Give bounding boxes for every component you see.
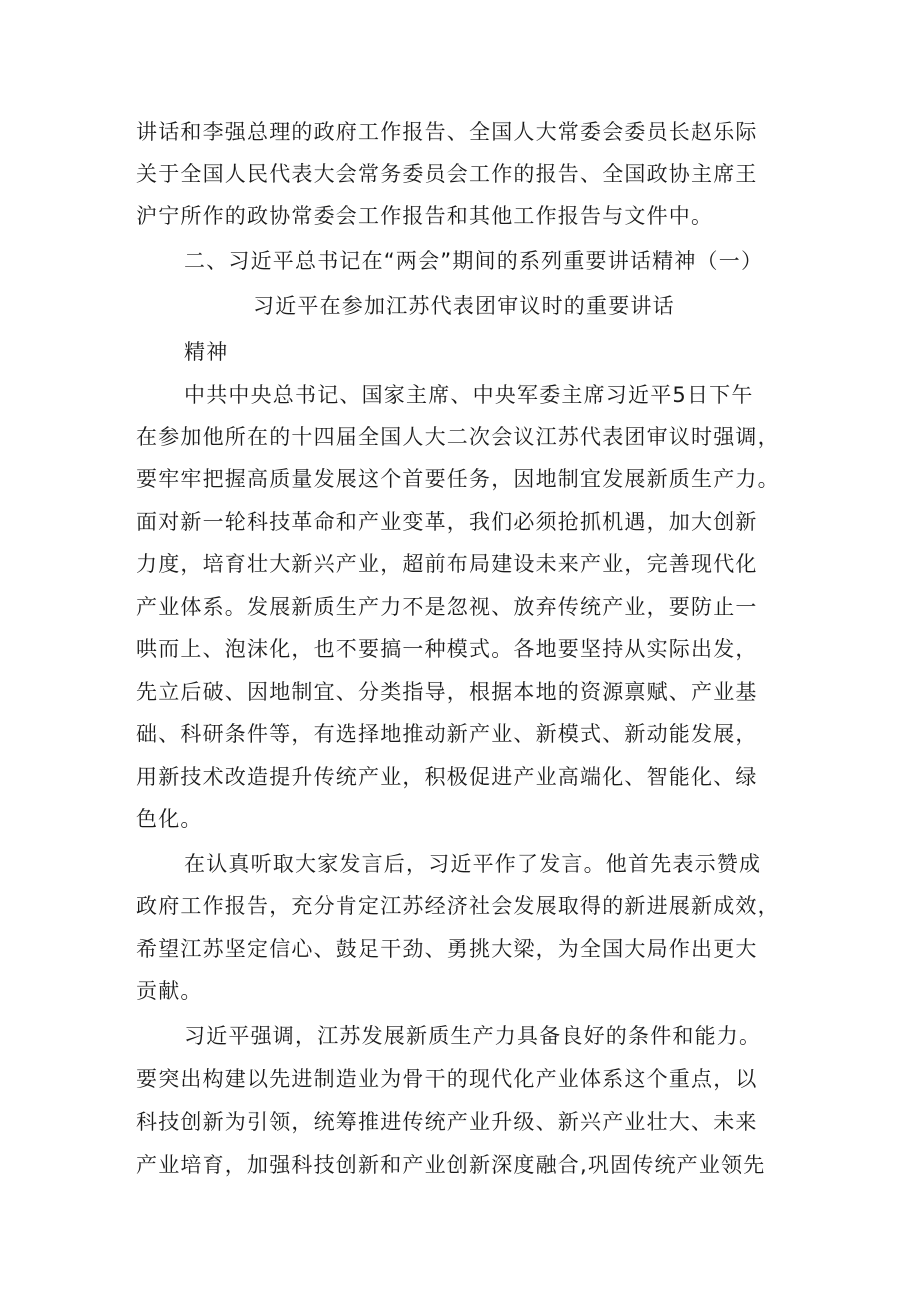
intro-line: 讲话和李强总理的政府工作报告、全国人大常委会委员长赵乐际 — [136, 120, 758, 144]
paragraph-line: 要牢牢把握高质量发展这个首要任务，因地制宜发展新质生产力。 — [136, 467, 780, 491]
paragraph-line: 色化。 — [136, 807, 203, 831]
paragraph-line: 面对新一轮科技革命和产业变革，我们必须抢抓机遇，加大创新 — [136, 510, 758, 534]
section-subheading: 习近平在参加江苏代表团审议时的重要讲话 — [253, 294, 675, 318]
paragraph-line: 在参加他所在的十四届全国人大二次会议江苏代表团审议时强调， — [136, 425, 780, 449]
paragraph-line: 力度，培育壮大新兴产业，超前布局建设未来产业，完善现代化 — [136, 552, 758, 576]
intro-line: 关于全国人民代表大会常务委员会工作的报告、全国政协主席王 — [136, 162, 758, 186]
paragraph-line: 科技创新为引领，统筹推进传统产业升级、新兴产业壮大、未来 — [136, 1110, 758, 1134]
paragraph-line: 用新技术改造提升传统产业，积极促进产业高端化、智能化、绿 — [136, 765, 758, 789]
paragraph-line: 要突出构建以先进制造业为骨干的现代化产业体系这个重点，以 — [136, 1067, 758, 1091]
paragraph-line: 础、科研条件等，有选择地推动新产业、新模式、新动能发展， — [136, 722, 758, 746]
paragraph-line: 产业体系。发展新质生产力不是忽视、放弃传统产业，要防止一 — [136, 595, 758, 619]
paragraph-line: 政府工作报告，充分肯定江苏经济社会发展取得的新进展新成效， — [136, 894, 780, 918]
paragraph-line: 希望江苏坚定信心、鼓足干劲、勇挑大梁，为全国大局作出更大 — [136, 937, 758, 961]
intro-line: 沪宁所作的政协常委会工作报告和其他工作报告与文件中。 — [136, 204, 714, 228]
section-heading: 二、习近平总书记在“两会”期间的系列重要讲话精神（一） — [184, 249, 764, 273]
paragraph-line: 哄而上、泡沫化，也不要搞一种模式。各地要坚持从实际出发， — [136, 637, 758, 661]
paragraph-line: 产业培育，加强科技创新和产业创新深度融合,巩固传统产业领先 — [136, 1153, 766, 1177]
paragraph-line: 在认真听取大家发言后，习近平作了发言。他首先表示赞成 — [184, 852, 762, 876]
paragraph-line: 中共中央总书记、国家主席、中央军委主席习近平5日下午 — [184, 383, 754, 407]
paragraph-line: 习近平强调，江苏发展新质生产力具备良好的条件和能力。 — [184, 1024, 762, 1048]
section-subheading-cont: 精神 — [184, 340, 229, 364]
paragraph-line: 先立后破、因地制宜、分类指导，根据本地的资源禀赋、产业基 — [136, 680, 758, 704]
paragraph-line: 贡献。 — [136, 979, 203, 1003]
